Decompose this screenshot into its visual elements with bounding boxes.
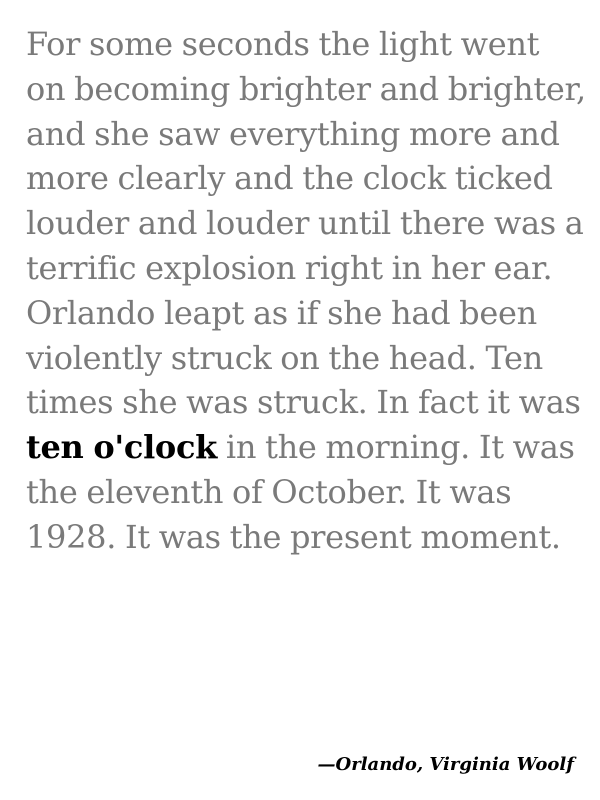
quote-text-before: For some seconds the light went on becoming brighter and brighter, and she saw everything more and more clearly and the clock ticked louder and louder until there was a terrific explosion right in her ear. Orlando leapt as if she had been violently struck on the head. Ten times she was struck. In fact it was: [26, 25, 586, 422]
quote-text-after: in the morning. It was the eleventh of October. It was 1928. It was the present moment.: [26, 428, 575, 556]
attribution: —Orlando, Virginia Woolf: [317, 754, 574, 775]
quote-highlight: ten o'clock: [26, 428, 218, 467]
quote-paragraph: [26, 22, 586, 560]
